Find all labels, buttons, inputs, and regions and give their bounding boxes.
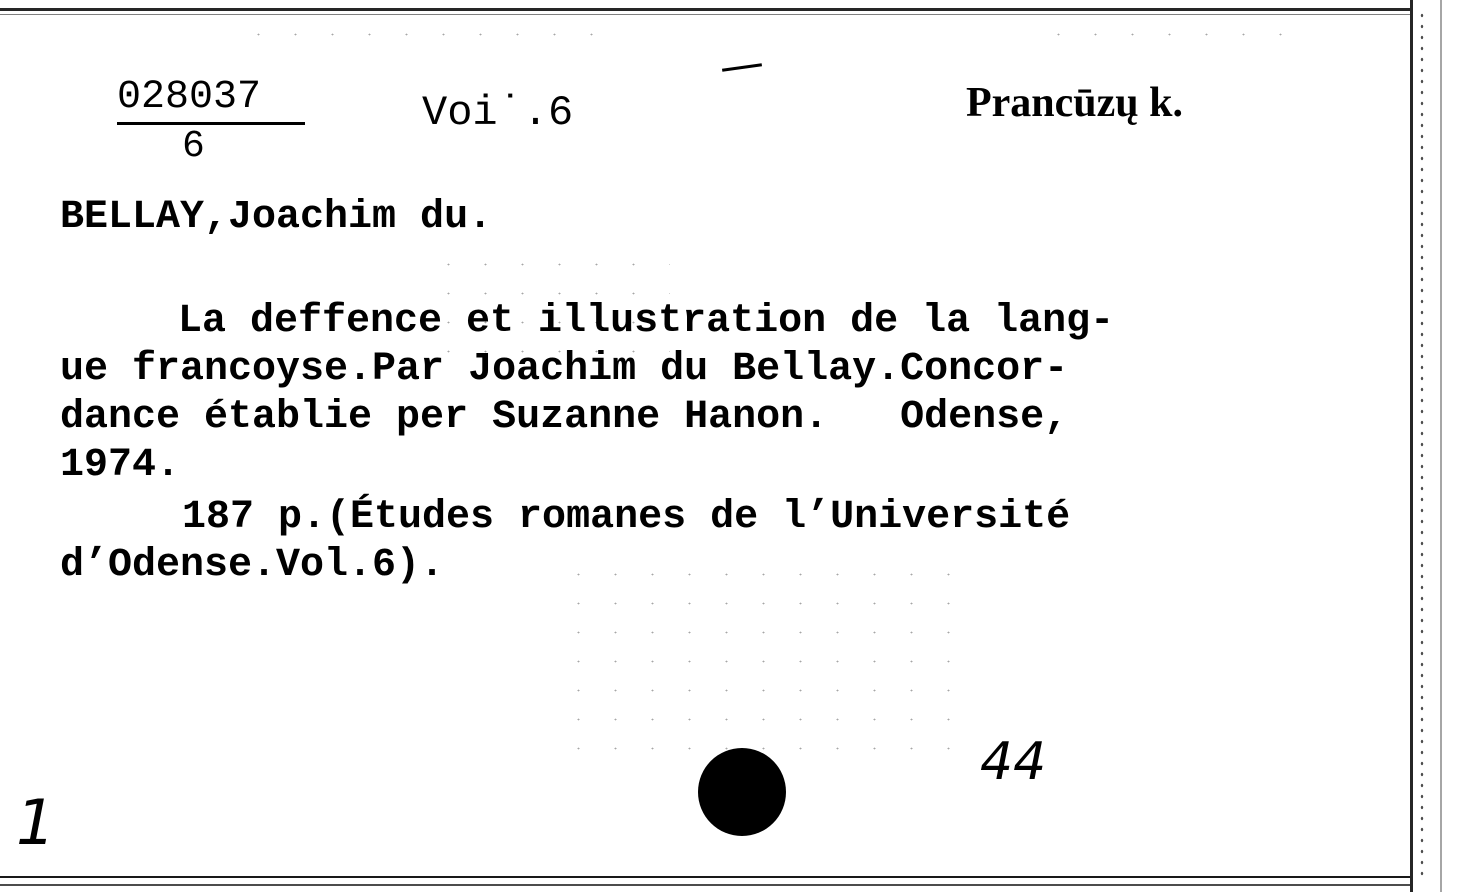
call-number-rule — [117, 122, 305, 125]
card-right-edge-perforation — [1418, 10, 1426, 880]
title-line: 1974. — [60, 443, 181, 488]
paper-speckle — [560, 560, 980, 760]
title-line: ue francoyse.Par Joachim du Bellay.Concor- — [60, 347, 1069, 392]
card-top-edge-shadow — [0, 14, 1410, 15]
card-bottom-edge — [0, 876, 1410, 878]
pencil-mark — [722, 63, 762, 72]
call-number-sub: 6 — [182, 125, 205, 168]
card-right-edge-shadow — [1440, 0, 1442, 892]
handwritten-number: 1 — [16, 786, 56, 859]
title-line: La deffence et illustration de la lang- — [178, 299, 1115, 344]
handwritten-count: 44 — [980, 732, 1047, 792]
paper-speckle — [240, 20, 600, 60]
author-heading: BELLAY,Joachim du. — [60, 195, 493, 240]
title-line: dance établie per Suzanne Hanon. Odense, — [60, 395, 1069, 440]
volume-label: Voi˙.6 — [422, 89, 574, 137]
card-top-edge — [0, 8, 1410, 11]
collation-line: d’Odense.Vol.6). — [60, 543, 445, 588]
collation-line: 187 p.(Études romanes de l’Université — [182, 495, 1071, 540]
card-bottom-edge-shadow — [0, 884, 1410, 886]
punch-hole — [698, 748, 786, 836]
language-label: Prancūzų k. — [966, 80, 1184, 126]
card-right-edge — [1410, 0, 1413, 892]
paper-speckle — [1040, 20, 1300, 50]
call-number: 028037 — [117, 75, 262, 120]
